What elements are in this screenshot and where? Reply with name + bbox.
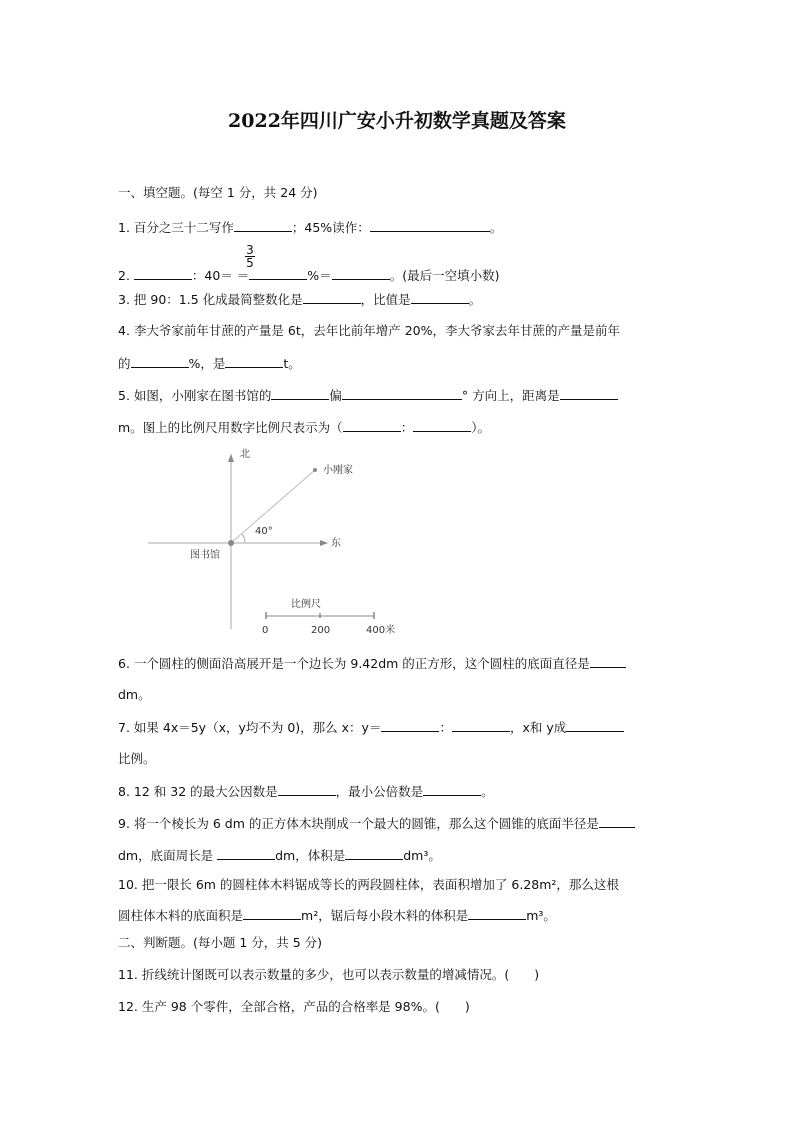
answer-blank[interactable] <box>452 719 510 732</box>
answer-blank[interactable] <box>303 291 361 304</box>
line-text: dm，体积是 <box>275 848 346 863</box>
text-line <box>118 935 322 951</box>
text-line <box>118 999 470 1015</box>
text-line <box>118 719 624 736</box>
answer-blank[interactable] <box>381 719 439 732</box>
east-arrow-icon <box>320 540 328 546</box>
text-line <box>118 387 618 404</box>
answer-blank[interactable] <box>468 907 526 920</box>
answer-blank[interactable] <box>566 719 624 732</box>
line-text: 二、判断题。(每小题 1 分，共 5 分) <box>118 935 323 950</box>
line-text: 1. 百分之三十二写作 <box>118 220 234 235</box>
line-text: 偏 <box>329 388 342 403</box>
line-text: 2. <box>118 268 134 283</box>
line-text: ，x和 y成 <box>509 720 567 735</box>
answer-blank[interactable] <box>243 907 301 920</box>
library-point <box>228 540 234 546</box>
line-text: 4. 李大爷家前年甘蔗的产量是 6t，去年比前年增产 20%，李大爷家去年甘蔗的产量是前年 <box>118 323 620 338</box>
line-text: m³。 <box>526 908 556 923</box>
line-text: 一、填空题。(每空 1 分，共 24 分) <box>118 185 318 200</box>
line-text: 10. 把一限长 6m 的圆柱体木料锯成等长的两段圆柱体，表面积增加了 6.28m²，那么这根 <box>118 877 619 892</box>
line-text: 。(最后一空填小数) <box>389 268 500 283</box>
line-text: ）。 <box>471 420 490 435</box>
answer-blank[interactable] <box>590 655 626 668</box>
line-text: 圆柱体木料的底面积是 <box>118 908 244 923</box>
answer-blank[interactable] <box>332 267 390 280</box>
line-text: 9. 将一个棱长为 6 dm 的正方体木块削成一个最大的圆锥，那么这个圆锥的底面半径是 <box>118 816 599 831</box>
line-text: m²，锯后每小段木料的体积是 <box>301 908 469 923</box>
answer-blank[interactable] <box>225 355 283 368</box>
line-text: 8. 12 和 32 的最大公因数是 <box>118 784 278 799</box>
answer-blank[interactable] <box>134 267 192 280</box>
line-text: 12. 生产 98 个零件，全部合格，产品的合格率是 98%。( ) <box>118 999 470 1014</box>
line-text: ，比值是 <box>360 292 411 307</box>
library-label: 图书馆 <box>190 550 220 561</box>
line-text: dm³。 <box>403 848 441 863</box>
line-text: 。 <box>481 784 494 799</box>
scale-tick-label: 200 <box>311 625 331 636</box>
fraction-denominator: 5 <box>246 256 254 270</box>
text-line <box>118 419 490 436</box>
answer-blank[interactable] <box>271 387 329 400</box>
line-text: 3. 把 90：1.5 化成最简整数化是 <box>118 292 303 307</box>
answer-blank[interactable] <box>234 219 292 232</box>
answer-blank[interactable] <box>345 847 403 860</box>
line-text: ，最小公倍数是 <box>335 784 424 799</box>
line-text: 5. 如图，小刚家在图书馆的 <box>118 388 272 403</box>
answer-blank[interactable] <box>411 291 469 304</box>
home-point <box>313 468 317 472</box>
answer-blank[interactable] <box>278 783 336 796</box>
scale-title: 比例尺 <box>291 599 321 610</box>
line-text: dm。 <box>118 687 151 702</box>
text-line <box>118 219 502 236</box>
answer-blank[interactable] <box>342 387 462 400</box>
text-line <box>118 355 301 372</box>
answer-blank[interactable] <box>217 847 275 860</box>
line-text: m。图上的比例尺用数字比例尺表示为（ <box>118 420 343 435</box>
line-text: ° 方向上，距离是 <box>461 388 560 403</box>
east-label: 东 <box>331 538 341 549</box>
answer-blank[interactable] <box>370 219 490 232</box>
text-line <box>118 687 151 703</box>
text-line <box>118 847 441 864</box>
answer-blank[interactable] <box>249 267 307 280</box>
north-arrow-icon <box>228 454 234 462</box>
answer-blank[interactable] <box>413 419 471 432</box>
line-text: 。 <box>489 220 503 235</box>
text-line <box>118 877 619 893</box>
text-line <box>118 291 481 308</box>
line-text: 6. 一个圆柱的侧面沿高展开是一个边长为 9.42dm 的正方形，这个圆柱的底面直径是 <box>118 656 590 671</box>
text-line <box>118 323 620 339</box>
answer-blank[interactable] <box>423 783 481 796</box>
fraction-numerator: 3 <box>246 243 254 257</box>
text-line <box>118 907 556 924</box>
fraction-three-fifths <box>245 244 255 269</box>
line-text: ： <box>439 720 452 735</box>
text-line <box>118 783 494 800</box>
line-text: t。 <box>283 356 301 371</box>
line-text: dm，底面周长是 <box>118 848 218 863</box>
text-line <box>118 815 635 832</box>
line-text: ；45%读作： <box>291 220 370 235</box>
scale-tick-label: 400米 <box>366 625 396 636</box>
answer-blank[interactable] <box>131 355 189 368</box>
text-line <box>118 267 499 284</box>
line-text: 。 <box>468 292 482 307</box>
direction-diagram <box>148 444 418 639</box>
line-text: 7. 如果 4x＝5y（x，y均不为 0)，那么 x：y＝ <box>118 720 382 735</box>
text-line <box>118 967 539 983</box>
line-text: %＝ <box>307 268 332 283</box>
text-line <box>118 185 318 201</box>
line-text: 比例。 <box>118 751 156 766</box>
line-text: 的 <box>118 356 131 371</box>
line-text: ： <box>400 420 414 435</box>
text-line <box>118 655 626 672</box>
home-label: 小刚家 <box>323 465 353 476</box>
answer-blank[interactable] <box>599 815 635 828</box>
page-title: 2022年四川广安小升初数学真题及答案 <box>228 110 566 132</box>
angle-arc <box>242 534 245 543</box>
line-text: ：40＝ ＝ <box>191 268 250 283</box>
scale-tick-label: 0 <box>262 625 269 636</box>
text-line <box>118 751 156 767</box>
line-text: %，是 <box>188 356 226 371</box>
angle-label: 40° <box>255 526 273 537</box>
north-label: 北 <box>240 449 250 460</box>
line-text: 11. 折线统计图既可以表示数量的多少，也可以表示数量的增减情况。( ) <box>118 967 540 982</box>
answer-blank[interactable] <box>560 387 618 400</box>
direction-line <box>231 470 315 543</box>
answer-blank[interactable] <box>343 419 401 432</box>
